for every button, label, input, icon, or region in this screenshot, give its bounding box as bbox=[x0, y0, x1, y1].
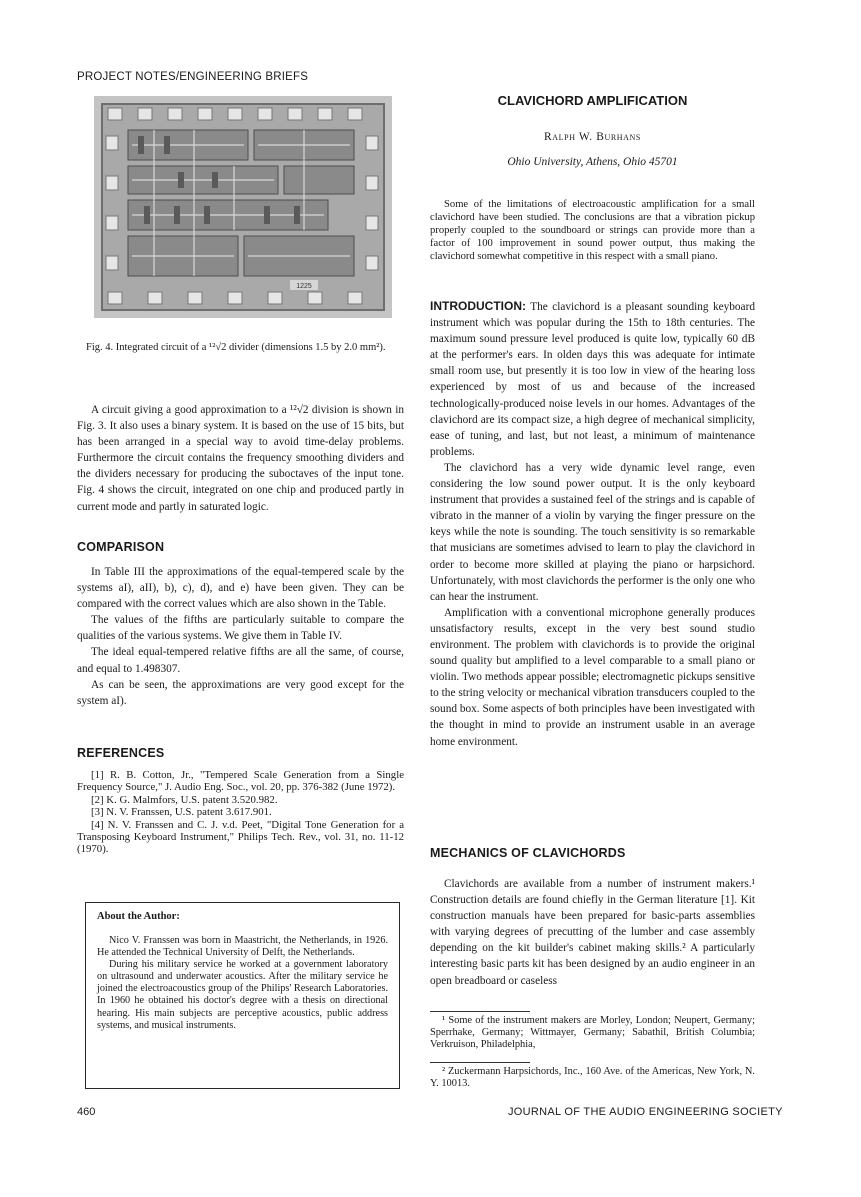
reference-item: [2] K. G. Malmfors, U.S. patent 3.520.982. bbox=[91, 793, 278, 806]
figure-caption: Fig. 4. Integrated circuit of a ¹²√2 divider (dimensions 1.5 by 2.0 mm²). bbox=[86, 342, 386, 353]
figure-ic-micrograph bbox=[94, 96, 392, 318]
introduction-lead: INTRODUCTION: bbox=[430, 299, 526, 313]
footnote-2: ² Zuckermann Harpsichords, Inc., 160 Ave. of the Americas, New York, N. Y. 10013. bbox=[430, 1066, 755, 1090]
chip-image bbox=[94, 96, 392, 318]
paragraph: The clavichord has a very wide dynamic level range, even considering the low sound power output. It is the only keyboard instrument that provides a sustained feel of the strings and is capable of vibrato in the manner of a violin by varying the finger pressure on the keys while the note is sounding. The touch sensitivity is so remarkable that musicians are sometimes advised to learn to play the clavichord in order to become more skilled at playing the piano or harpsichord. Unfortunately, with most clavichords the performer is the only one who can hear the instrument. bbox=[430, 461, 755, 603]
paragraph: Clavichords are available from a number of instrument makers.¹ Construction details are found chiefly in the German literature [1]. Kit construction manuals have been prepared for basic-parts assemblies with varying degrees of precutting of the lumber and case assembly depending on the kit builder's cabinet making skills.² A particularly interesting basic parts kit has been designed by an audio engineer in an open breadboard or caseless bbox=[430, 878, 755, 987]
running-head: PROJECT NOTES/ENGINEERING BRIEFS bbox=[77, 71, 309, 83]
paragraph: Amplification with a conventional microphone generally produces unsatisfactory results, except in the very best sound studio environment. The problem with clavichords is to provide the original sound quality but amplified to a level comparable to a small piano or violin. Two methods appear possible; electromagnetic pickups sensitive to the string velocity or mechanical vibration transducers coupled to the sound box. Some aspects of both principles have been investigated with the thought in mind to provide an instrument usable in an average home environment. bbox=[430, 606, 755, 748]
footnote-1: ¹ Some of the instrument makers are Morley, London; Neupert, Germany; Sperrhake, Germany; Wittmayer, Germany; Sabathil, British Columbia; Verkruison, Philadelphia, bbox=[430, 1015, 755, 1051]
footnote-rule bbox=[430, 1062, 530, 1063]
paragraph: As can be seen, the approximations are very good except for the system aI). bbox=[77, 678, 404, 707]
chip-label: 1225 bbox=[296, 283, 312, 290]
journal-name: JOURNAL OF THE AUDIO ENGINEERING SOCIETY bbox=[508, 1106, 783, 1118]
paragraph: A circuit giving a good approximation to a ¹²√2 division is shown in Fig. 3. It also uses a binary system. It is based on the use of 15 bits, but has been arranged in a special way to avoid time-delay problems. Furthermore the circuit contains the frequency smoothing dividers and the dividers necessary for producing the suboctaves of the input tone. Fig. 4 shows the circuit, integrated on one chip and produced partly in current mode and partly in saturated logic. bbox=[77, 404, 404, 513]
mechanics-section bbox=[430, 876, 755, 989]
section-heading: COMPARISON bbox=[77, 540, 165, 554]
paragraph: The values of the fifths are particularly suitable to compare the qualities of the various systems. We give them in Table IV. bbox=[77, 614, 404, 643]
section-heading: REFERENCES bbox=[77, 746, 165, 760]
references-heading-wrap bbox=[77, 746, 404, 760]
paragraph: The clavichord is a pleasant sounding keyboard instrument which was popular during the 15th to 18th centuries. The maximum sound pressure level produced is quite low, typically 60 dB at the performer's ears. In olden days this was adequate for intimate small room use, but presently it is too low in view of the hearing loss experienced by most of us and because of the increased technologically-produced noise levels in our homes. Advantages of the clavichord are its compact size, a high degree of mechanical simplicity, ease of tuning, and last, but not least, a minimum of maintenance problems. bbox=[430, 301, 755, 458]
reference-item: [1] R. B. Cotton, Jr., "Tempered Scale Generation from a Single Frequency Source," J. Audio Eng. Soc., vol. 20, pp. 376-382 (June 1972). bbox=[77, 769, 404, 794]
about-author-text bbox=[97, 935, 388, 1032]
comparison-section bbox=[77, 540, 404, 709]
article-abstract bbox=[430, 198, 755, 263]
page-number: 460 bbox=[77, 1106, 96, 1118]
paragraph: During his military service he worked at a government laboratory on ultrasound and underwater acoustics. After the military service he joined the electroacoustics group of the Philips' Research Laboratories. In 1960 he obtained his doctor's degree with a thesis on directional hearing. His main subjects are perceptive acoustics, public address systems, and musical instruments. bbox=[97, 959, 388, 1031]
mechanics-heading-wrap bbox=[430, 846, 755, 860]
article-affiliation: Ohio University, Athens, Ohio 45701 bbox=[507, 156, 678, 168]
left-intro-paragraph bbox=[77, 402, 404, 515]
references-list bbox=[77, 769, 404, 856]
about-author-title: About the Author: bbox=[97, 911, 180, 922]
introduction-section bbox=[430, 298, 755, 750]
reference-item: [4] N. V. Franssen and C. J. v.d. Peet, "Digital Tone Generation for a Transposing Keyboard Instrument," Philips Tech. Rev., vol. 31, no. 11-12 (1970). bbox=[77, 818, 404, 856]
section-heading: MECHANICS OF CLAVICHORDS bbox=[430, 846, 626, 860]
article-title: CLAVICHORD AMPLIFICATION bbox=[497, 93, 688, 108]
article-author: Ralph W. Burhans bbox=[544, 131, 641, 143]
footnote-rule bbox=[430, 1011, 530, 1012]
paragraph: The ideal equal-tempered relative fifths are all the same, of course, and equal to 1.498307. bbox=[77, 646, 404, 675]
paragraph: Nico V. Franssen was born in Maastricht, the Netherlands, in 1926. He attended the Technical University of Delft, the Netherlands. bbox=[97, 935, 388, 959]
paragraph: In Table III the approximations of the equal-tempered scale by the systems aI), aII), b), c), d), and e) have been given. They can be compared with the correct values which are also shown in the Table. bbox=[77, 566, 404, 611]
abstract-text: Some of the limitations of electroacoustic amplification for a small clavichord have been studied. The conclusions are that a vibration pickup properly coupled to the soundboard or strings can provide more than a factor of 100 improvement in sound power output, thus making the clavichord somewhat competitive in this respect with a small piano. bbox=[430, 199, 755, 262]
reference-item: [3] N. V. Franssen, U.S. patent 3.617.901. bbox=[91, 806, 272, 819]
